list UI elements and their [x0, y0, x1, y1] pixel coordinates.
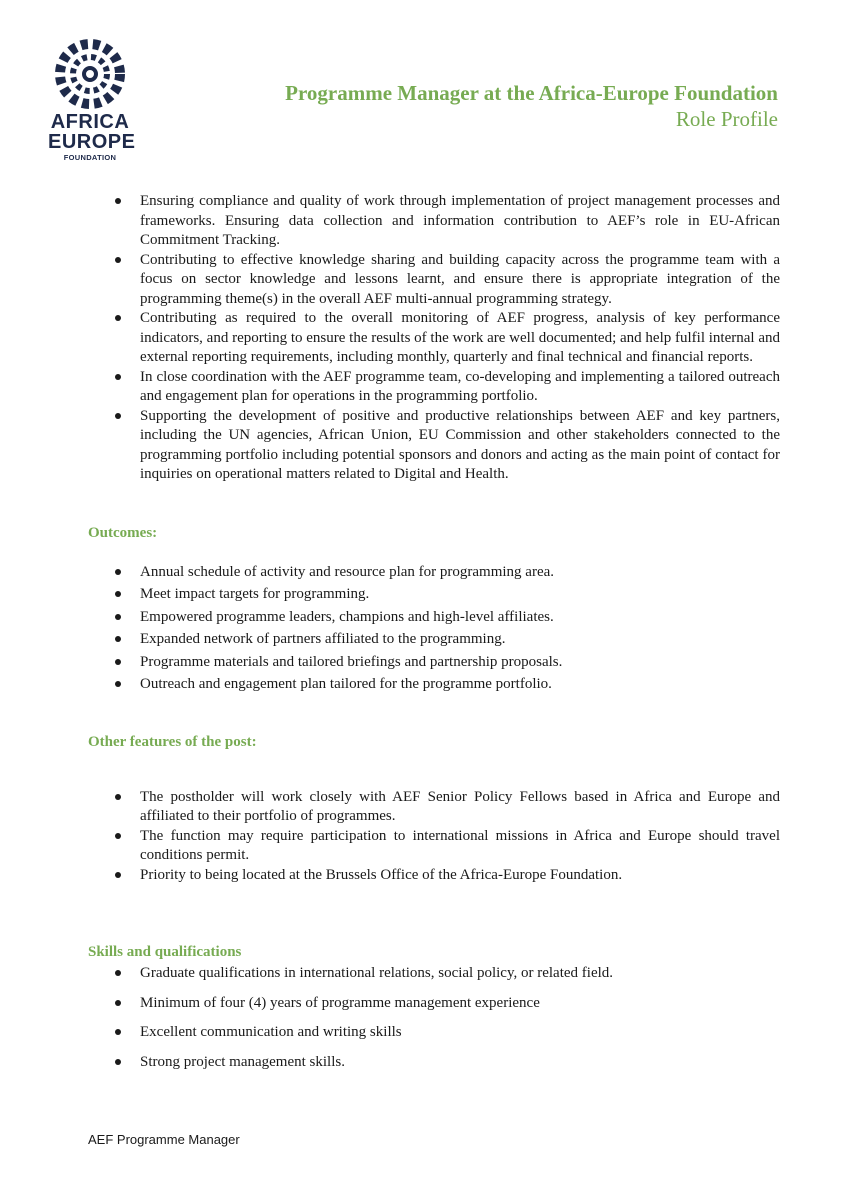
document-subtitle: Role Profile [675, 107, 778, 131]
list-item: Empowered programme leaders, champions and high-level affiliates. [88, 608, 780, 628]
list-item: Graduate qualifications in international relations, social policy, or related field. [88, 964, 780, 984]
list-item: Supporting the development of positive and productive relationships between AEF and key partners, including the UN agencies, African Union, EU Commission and other stakeholders connected to the programming portfolio including potential sponsors and donors and acting as the main point of contact for inquiries on operational matters related to Digital and Health. [88, 407, 780, 485]
other-features-heading: Other features of the post: [88, 733, 257, 750]
list-item: Priority to being located at the Brussels Office of the Africa-Europe Foundation. [88, 866, 780, 886]
list-item: Ensuring compliance and quality of work through implementation of project management processes and frameworks. Ensuring data collection and information contribution to AEF’s role in EU-African Commitment Tracking. [88, 192, 780, 251]
skills-list [88, 964, 780, 1072]
list-item: Contributing as required to the overall monitoring of AEF progress, analysis of key performance indicators, and reporting to ensure the results of the work are well documented; and help fulfil internal and external reporting requirements, including monthly, quarterly and final technical and financial reports. [88, 309, 780, 368]
skills-heading: Skills and qualifications [88, 944, 242, 960]
list-item: Minimum of four (4) years of programme management experience [88, 994, 780, 1014]
list-item: Expanded network of partners affiliated to the programming. [88, 630, 780, 650]
list-item: The function may require participation to international missions in Africa and Europe should travel conditions permit. [88, 827, 780, 866]
outcomes-list [88, 563, 780, 695]
logo [48, 36, 136, 162]
list-item: The postholder will work closely with AEF Senior Policy Fellows based in Africa and Europe and affiliated to their portfolio of programmes. [88, 788, 780, 827]
list-item: Excellent communication and writing skills [88, 1023, 780, 1043]
list-item: Programme materials and tailored briefings and partnership proposals. [88, 653, 780, 673]
logo-text-foundation: FOUNDATION [63, 153, 117, 162]
document-header [285, 80, 778, 132]
logo-text-africa: AFRICA [50, 111, 130, 133]
other-features-list [88, 788, 780, 886]
responsibilities-list [88, 192, 780, 485]
foundation-emblem-icon [48, 36, 132, 112]
list-item: In close coordination with the AEF programme team, co-developing and implementing a tailored outreach and engagement plan for operations in the programming portfolio. [88, 368, 780, 407]
list-item: Strong project management skills. [88, 1053, 780, 1073]
document-title: Programme Manager at the Africa-Europe Foundation [285, 81, 778, 105]
outcomes-heading: Outcomes: [88, 524, 158, 541]
list-item: Outreach and engagement plan tailored for the programme portfolio. [88, 675, 780, 695]
page-footer: AEF Programme Manager [88, 1132, 240, 1147]
logo-text-europe: EUROPE [48, 131, 136, 153]
list-item: Annual schedule of activity and resource plan for programming area. [88, 563, 780, 583]
list-item: Meet impact targets for programming. [88, 585, 780, 605]
document-body [88, 192, 780, 1082]
list-item: Contributing to effective knowledge sharing and building capacity across the programme team with a focus on sector knowledge and lessons learnt, and ensure there is appropriate integration of the programming theme(s) in the overall AEF multi-annual programming strategy. [88, 251, 780, 310]
